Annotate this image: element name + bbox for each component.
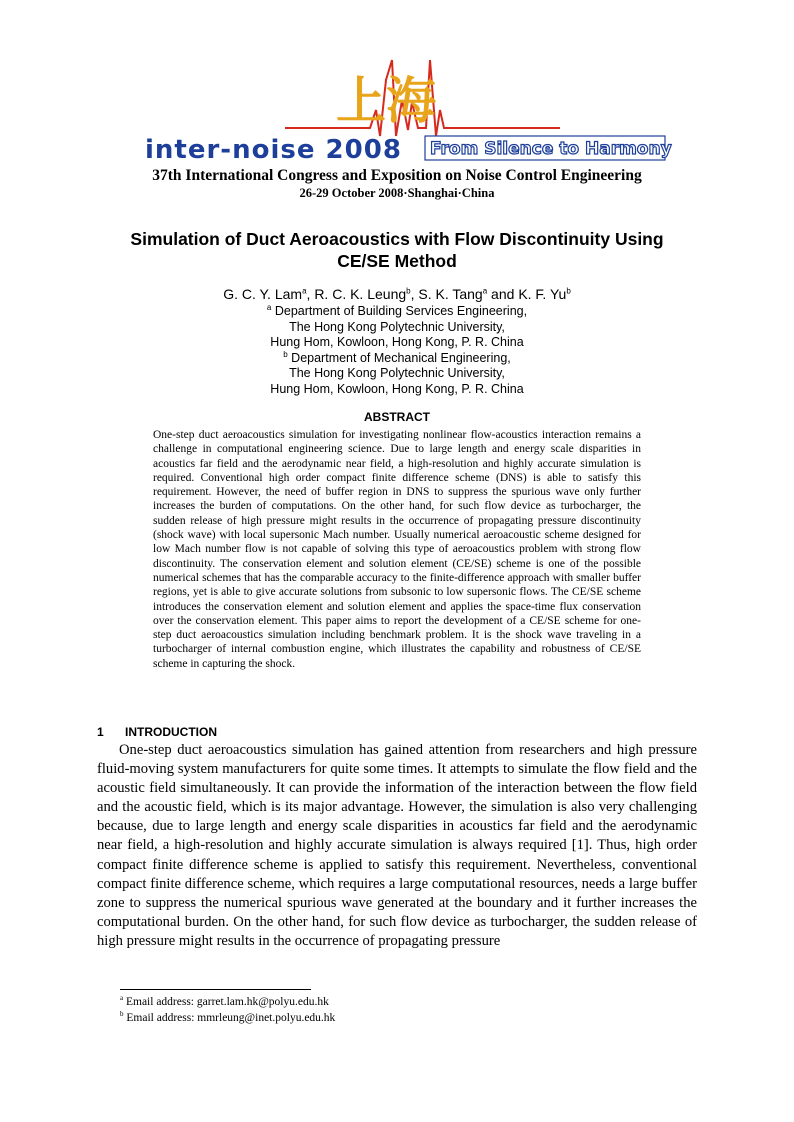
author-separator: , (410, 286, 419, 302)
affiliation-a-line-2: The Hong Kong Polytechnic University, (289, 319, 505, 334)
footnote-mark: b (120, 1010, 124, 1019)
abstract-heading: ABSTRACT (364, 410, 430, 424)
logo-slogan-text: From Silence to Harmony (430, 139, 672, 159)
conference-logo (140, 40, 680, 170)
author-affiliation-mark: a (482, 286, 488, 296)
footnote-text: Email address: mmrleung@inet.polyu.edu.hk (126, 1012, 336, 1024)
paper-title (90, 228, 704, 272)
affiliation-a-line-3: Hung Hom, Kowloon, Hong Kong, P. R. China (270, 335, 524, 350)
author-name: R. C. K. Leung (314, 286, 407, 302)
section-title: INTRODUCTION (125, 725, 217, 739)
author-separator: , (306, 286, 315, 302)
paper-title-line-2: CE/SE Method (337, 251, 457, 271)
section-number: 1 (97, 725, 104, 739)
author-affiliation-mark: b (406, 286, 411, 296)
author-separator: and (487, 286, 519, 302)
footnote (120, 996, 329, 1008)
paper-title-line-1: Simulation of Duct Aeroacoustics with Flow Discontinuity Using (130, 229, 664, 249)
affiliation-a-line-1: $^a$ Department of Building Services Engineering, (266, 302, 528, 318)
footnote (120, 1012, 335, 1024)
affiliation-b-line-1: $^b$ Department of Mechanical Engineering, (283, 349, 511, 365)
affiliation-mark: a (266, 302, 272, 312)
affiliations (0, 304, 794, 398)
logo-inter-noise-text: inter-noise 2008 (145, 135, 402, 165)
conference-title: 37th International Congress and Exposition on Noise Control Engineering (152, 167, 642, 184)
footnote-divider (120, 989, 311, 990)
logo-chinese-text: 上海 (336, 72, 436, 130)
footnote-text: Email address: garret.lam.hk@polyu.edu.hk (125, 996, 329, 1008)
introduction-paragraph: One-step duct aeroacoustics simulation has gained attention from researchers and high pressure fluid-moving system manufacturers for quite some times. It attempts to simulate the flow field and the acoustic field simultaneously. It can provide the information of the interaction between the flow field and the acoustic field, which is its major advantage. However, the simulation is also very challenging because, due to large length and energy scale disparities in acoustics far field and the aerodynamic near field, a high-resolution and highly accurate simulation is always required [1]. Thus, high order compact finite difference scheme is applied to satisfy this requirement. Nevertheless, conventional compact finite difference scheme, which requires a large computational resources, needs a large buffer zone to suppress the numerical spurious wave generated at the boundary and it further increases the computational burden. On the other hand, for such flow device as turbocharger, the sudden release of high pressure might results in the occurrence of propagating pressure (97, 742, 697, 949)
affiliation-mark: b (283, 349, 288, 359)
author-name: K. F. Yu (518, 286, 567, 302)
author-affiliation-mark: b (566, 286, 571, 296)
author-list (0, 286, 794, 302)
author-name: G. C. Y. Lam (223, 286, 303, 302)
affiliation-b-line-3: Hung Hom, Kowloon, Hong Kong, P. R. China (270, 381, 524, 396)
author-affiliation-mark: a (302, 286, 307, 296)
author-name: S. K. Tang (418, 286, 483, 302)
affiliation-b-line-2: The Hong Kong Polytechnic University, (289, 366, 505, 381)
section-heading (97, 725, 217, 739)
abstract-text: One-step duct aeroacoustics simulation for investigating nonlinear flow-acoustics interaction remains a challenge in computational engineering science. Due to large length and energy scale disparities in acoustics far field and the aerodynamic near field, a high-resolution and highly accurate simulation is required. Conventional high order compact finite difference scheme (DNS) is able to satisfy this requirement. However, the need of buffer region in DNS to suppress the spurious wave only further increases the burden of computations. On the other hand, for such flow device as turbocharger, the sudden release of high pressure might results in the occurrence of propagating pressure discontinuity (shock wave) with local supersonic Mach number. Usually numerical aeroacoustic scheme designed for low Mach number flow is not capable of solving this type of aeroacoustics problem with strong flow discontinuity. The conservation element and solution element (CE/SE) scheme is one of the possible numerical schemes that has the comparable accuracy to the finite-difference approach with smaller buffer regions, yet is able to give accurate solutions from subsonic to low supersonic flows. The CE/SE scheme introduces the conservation element and solution element and applies the space-time flux conservation over the conservation element. This paper aims to report the development of a CE/SE scheme for one-step duct aeroacoustics simulation including benchmark problem. It is the shock wave traveling in a turbocharger of internal combustion engine, which illustrates the capability and robustness of CE/SE scheme in capturing the shock. (153, 429, 641, 670)
footnote-mark: a (120, 994, 124, 1003)
conference-date-location: 26-29 October 2008·Shanghai·China (299, 186, 495, 200)
